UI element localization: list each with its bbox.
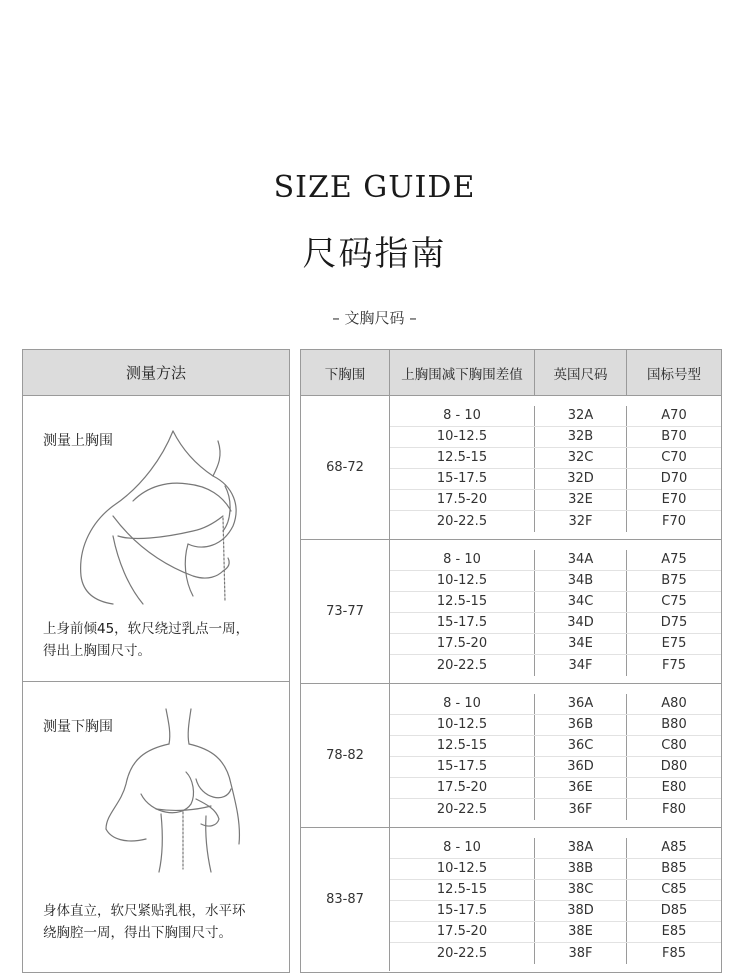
uk-size-cell: 32F — [535, 511, 627, 532]
uk-size-cell: 34C — [535, 592, 627, 612]
cn-size-cell: B70 — [661, 429, 687, 444]
size-group — [301, 828, 721, 971]
cn-size-cell: E70 — [661, 492, 687, 507]
size-group — [301, 540, 721, 684]
table-row — [390, 901, 721, 922]
measurement-method-header: 测量方法 — [23, 350, 289, 396]
uk-size-cell: 36B — [535, 715, 627, 735]
bust-difference-cell: 20-22.5 — [390, 943, 535, 964]
table-row — [390, 715, 721, 736]
bust-difference-cell: 17.5-20 — [390, 922, 535, 942]
table-row — [390, 592, 721, 613]
uk-size-cell: 32B — [535, 427, 627, 447]
bust-difference-cell: 8 - 10 — [390, 694, 535, 714]
uk-size-cell: 34F — [535, 655, 627, 676]
table-row — [390, 694, 721, 715]
size-table-header — [301, 350, 721, 396]
table-row — [390, 469, 721, 490]
table-row — [390, 778, 721, 799]
bust-difference-cell: 12.5-15 — [390, 448, 535, 468]
cn-size-cell: E85 — [661, 924, 687, 939]
title-chinese: 尺码指南 — [302, 234, 447, 274]
bust-difference-cell: 8 - 10 — [390, 406, 535, 426]
under-bust-range: 83-87 — [301, 828, 390, 971]
bust-difference-cell: 8 - 10 — [390, 550, 535, 570]
uk-size-cell: 36F — [535, 799, 627, 820]
cn-size-cell: C85 — [661, 882, 687, 897]
table-row — [390, 922, 721, 943]
table-row — [390, 838, 721, 859]
cn-size-cell: C70 — [661, 450, 687, 465]
uk-size-cell: 38A — [535, 838, 627, 858]
table-row — [390, 655, 721, 676]
uk-size-cell: 34A — [535, 550, 627, 570]
uk-size-cell: 34B — [535, 571, 627, 591]
measure-upper-bust-cell — [23, 396, 289, 682]
under-bust-range: 73-77 — [301, 540, 390, 683]
cn-size-cell: D85 — [660, 903, 688, 918]
table-row — [390, 511, 721, 532]
bust-difference-cell: 17.5-20 — [390, 490, 535, 510]
uk-size-cell: 34E — [535, 634, 627, 654]
header-uk-size: 英国尺码 — [535, 350, 627, 395]
measure-under-bust-desc-1: 身体直立，软尺紧贴乳根，水平环 — [43, 903, 246, 919]
measure-upper-bust-desc-1: 上身前倾45，软尺绕过乳点一周， — [43, 621, 250, 637]
table-row — [390, 448, 721, 469]
cn-size-cell: B85 — [661, 861, 687, 876]
uk-size-cell: 36D — [535, 757, 627, 777]
cn-size-cell: E75 — [661, 636, 687, 651]
bust-difference-cell: 20-22.5 — [390, 655, 535, 676]
size-group — [301, 396, 721, 540]
section-subtitle: – 文胸尺码 – — [332, 309, 417, 327]
uk-size-cell: 32D — [535, 469, 627, 489]
cn-size-cell: B80 — [661, 717, 687, 732]
table-row — [390, 736, 721, 757]
cn-size-cell: A75 — [661, 552, 687, 567]
table-row — [390, 427, 721, 448]
size-groups — [301, 396, 721, 971]
uk-size-cell: 32C — [535, 448, 627, 468]
bust-difference-cell: 10-12.5 — [390, 427, 535, 447]
table-row — [390, 859, 721, 880]
uk-size-cell: 36C — [535, 736, 627, 756]
measure-upper-bust-desc-2: 得出上胸围尺寸。 — [43, 643, 151, 659]
cn-size-cell: C75 — [661, 594, 687, 609]
cn-size-cell: D75 — [660, 615, 688, 630]
table-row — [390, 799, 721, 820]
uk-size-cell: 38F — [535, 943, 627, 964]
table-row — [390, 550, 721, 571]
bust-difference-cell: 10-12.5 — [390, 571, 535, 591]
header-under-bust: 下胸围 — [301, 350, 390, 395]
bust-difference-cell: 8 - 10 — [390, 838, 535, 858]
under-bust-measuring-illustration-icon — [101, 704, 251, 874]
size-group — [301, 684, 721, 828]
bust-difference-cell: 17.5-20 — [390, 634, 535, 654]
bust-difference-cell: 15-17.5 — [390, 901, 535, 921]
uk-size-cell: 36E — [535, 778, 627, 798]
measurement-method-table — [22, 349, 290, 973]
uk-size-cell: 32E — [535, 490, 627, 510]
cn-size-cell: D80 — [660, 759, 688, 774]
cn-size-cell: F80 — [661, 801, 687, 817]
bust-difference-cell: 15-17.5 — [390, 757, 535, 777]
cn-size-cell: F75 — [661, 657, 687, 673]
bra-size-table — [300, 349, 722, 973]
header-cn-size: 国标号型 — [647, 366, 701, 383]
uk-size-cell: 32A — [535, 406, 627, 426]
under-bust-range: 78-82 — [301, 684, 390, 827]
bust-difference-cell: 15-17.5 — [390, 469, 535, 489]
uk-size-cell: 38B — [535, 859, 627, 879]
title-english: SIZE GUIDE — [273, 170, 476, 205]
bust-difference-cell: 20-22.5 — [390, 799, 535, 820]
measure-under-bust-cell — [23, 682, 289, 972]
uk-size-cell: 34D — [535, 613, 627, 633]
uk-size-cell: 38D — [535, 901, 627, 921]
cn-size-cell: A80 — [661, 696, 687, 711]
bust-difference-cell: 12.5-15 — [390, 592, 535, 612]
cn-size-cell: A70 — [661, 408, 687, 423]
bust-difference-cell: 12.5-15 — [390, 880, 535, 900]
table-row — [390, 757, 721, 778]
bust-difference-cell: 10-12.5 — [390, 859, 535, 879]
bust-difference-cell: 10-12.5 — [390, 715, 535, 735]
uk-size-cell: 38E — [535, 922, 627, 942]
cn-size-cell: F70 — [661, 513, 687, 529]
cn-size-cell: F85 — [661, 945, 687, 961]
table-row — [390, 571, 721, 592]
bust-difference-cell: 20-22.5 — [390, 511, 535, 532]
cn-size-cell: C80 — [661, 738, 687, 753]
measure-upper-bust-label: 测量上胸围 — [43, 433, 113, 449]
table-row — [390, 880, 721, 901]
table-row — [390, 634, 721, 655]
bust-difference-cell: 12.5-15 — [390, 736, 535, 756]
table-row — [390, 490, 721, 511]
bust-difference-cell: 17.5-20 — [390, 778, 535, 798]
under-bust-range: 68-72 — [301, 396, 390, 539]
measure-under-bust-desc-2: 绕胸腔一周，得出下胸围尺寸。 — [43, 925, 232, 941]
cn-size-cell: A85 — [661, 840, 687, 855]
table-row — [390, 406, 721, 427]
cn-size-cell: B75 — [661, 573, 687, 588]
uk-size-cell: 36A — [535, 694, 627, 714]
table-row — [390, 943, 721, 964]
upper-bust-measuring-illustration-icon — [73, 426, 243, 606]
cn-size-cell: E80 — [661, 780, 687, 795]
measure-under-bust-label: 测量下胸围 — [43, 719, 113, 735]
bust-difference-cell: 15-17.5 — [390, 613, 535, 633]
uk-size-cell: 38C — [535, 880, 627, 900]
cn-size-cell: D70 — [660, 471, 688, 486]
table-row — [390, 613, 721, 634]
header-bust-difference: 上胸围减下胸围差值 — [390, 350, 535, 395]
